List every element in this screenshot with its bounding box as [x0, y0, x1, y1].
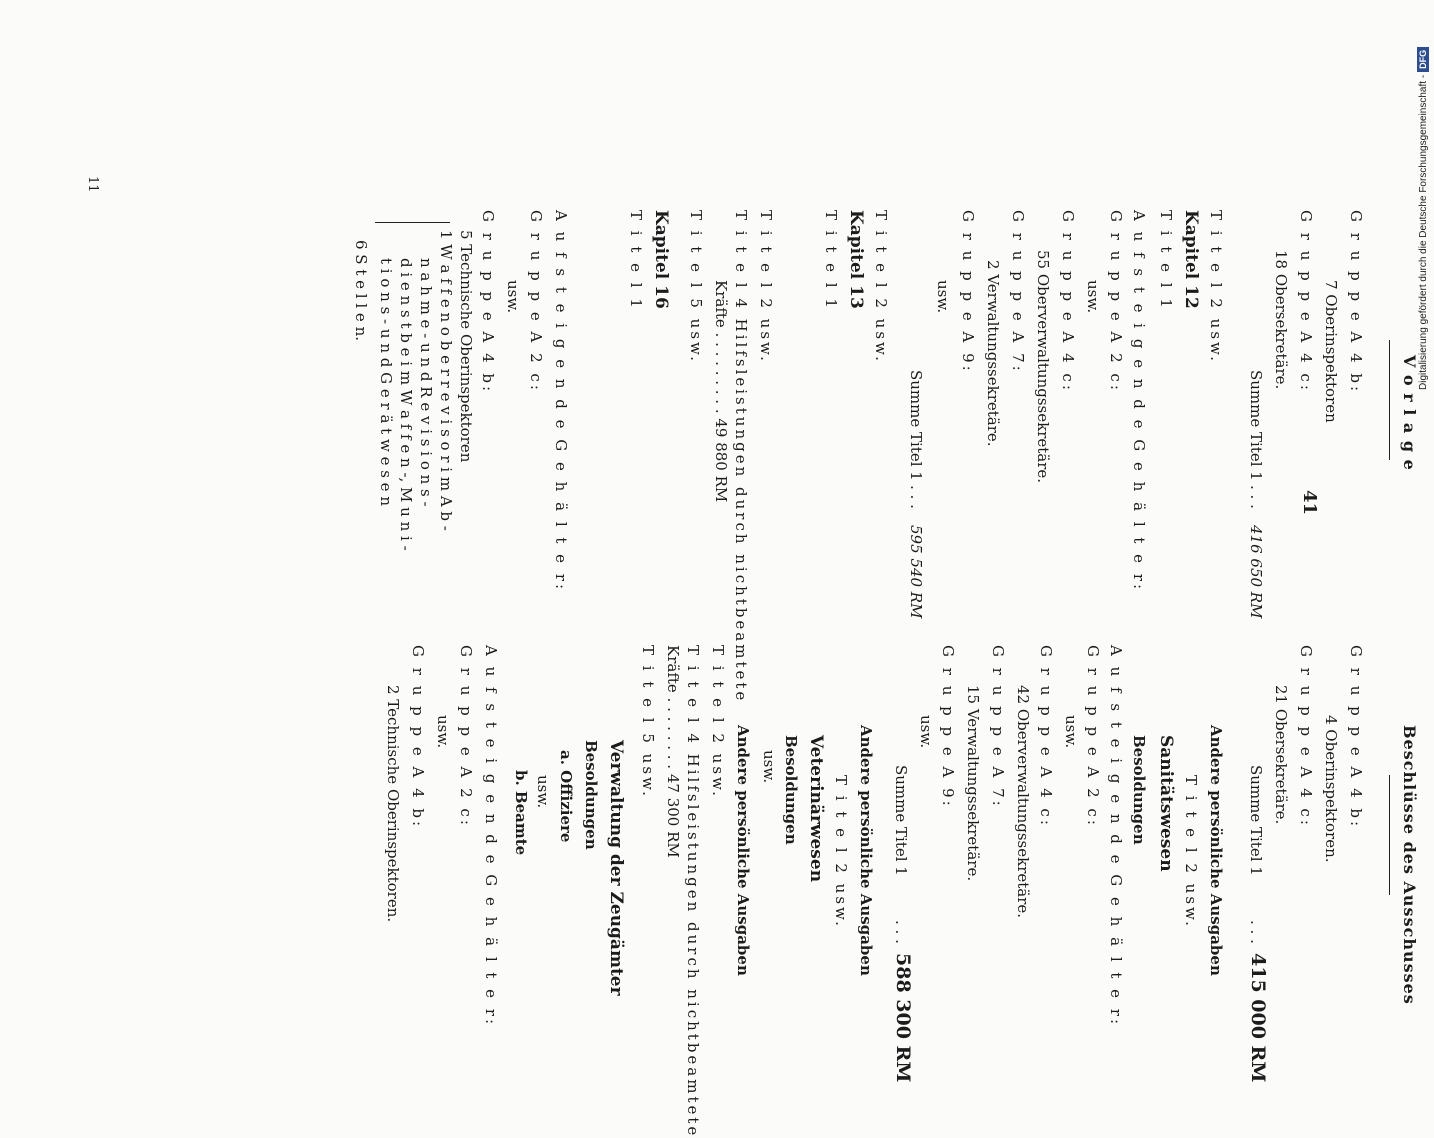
sum-amount: 416 650 RM [1247, 525, 1265, 619]
text-line: T i t e l 5 usw. [687, 210, 705, 364]
text-line: T i t e l 2 usw. [832, 775, 850, 929]
section-heading: Sanitätswesen [1156, 735, 1176, 872]
section-heading: Andere persönliche Ausgaben [1207, 725, 1225, 976]
text-line: G r u p p e A 7: [989, 645, 1007, 809]
text-line: 21 Obersekretäre. [1272, 685, 1290, 825]
text-line: 7 Oberinspektoren [1322, 280, 1340, 423]
text-line: G r u p p e A 7: [1009, 210, 1027, 374]
text-line: T i t e l 1 [822, 210, 840, 311]
page-number: 41 [1299, 490, 1320, 516]
text-line: usw. [917, 715, 935, 749]
sum-amount: 595 540 RM [907, 525, 925, 619]
sum-amount: 588 300 RM [892, 953, 914, 1083]
text-line: G r u p p e A 4 b: [1347, 645, 1365, 830]
bracket-rule [375, 222, 450, 223]
text-line: Kräfte . . . . . . . . 47 300 RM [664, 645, 682, 858]
text-line: G r u p p e A 2 c: [1107, 210, 1125, 393]
text-line: G r u p p e A 4 c: [1297, 210, 1315, 393]
text-line: G r u p p e A 2 c: [457, 645, 475, 828]
section-heading: Besoldungen [582, 740, 600, 850]
text-line: usw. [1062, 715, 1080, 749]
chapter-heading: Kapitel 16 [651, 210, 671, 309]
text-line: Kräfte . . . . . . . . . 49 880 RM [712, 280, 730, 503]
dfg-logo: DFG [1417, 47, 1429, 72]
heading-rule [1389, 775, 1390, 895]
text-line: T i t e l 4 Hilfsleistungen durch nichtbeamtete [732, 210, 750, 704]
text-line: . . . [1247, 485, 1265, 509]
text-line: T i t e l 2 usw. [709, 645, 727, 799]
column-vorlage [110, 140, 1419, 704]
text-line: G r u p p e A 4 b: [1347, 210, 1365, 395]
text-line: T i t e l 2 usw. [1182, 775, 1200, 929]
section-heading: Besoldungen [1130, 735, 1148, 845]
text-line: G r u p p e A 9: [959, 210, 977, 374]
text-line: 15 Verwaltungssekretäre. [964, 685, 982, 882]
text-line: 4 Oberinspektoren. [1322, 715, 1340, 863]
text-line: A u f s t e i g e n d e G e h ä l t e r: [1107, 645, 1125, 1028]
text-line: t i o n s - u n d G e r ä t w e s e n [377, 258, 395, 506]
credit-text: Digitalisierung gefördert durch die Deutsche Forschungsgemeinschaft - [1417, 74, 1429, 390]
text-line: T i t e l 1 [1157, 210, 1175, 311]
text-line: 2 Verwaltungssekretäre. [984, 260, 1002, 447]
text-line: T i t e l 5 usw. [639, 645, 657, 799]
text-line: usw. [760, 750, 778, 784]
text-line: 55 Oberverwaltungssekretäre. [1034, 250, 1052, 484]
text-line: 42 Oberverwaltungssekretäre. [1014, 685, 1032, 919]
text-line: G r u p p e A 9: [939, 645, 957, 809]
text-line: A u f s t e i g e n d e G e h ä l t e r: [482, 645, 500, 1028]
text-line: G r u p p e A 4 c: [1059, 210, 1077, 393]
column-heading: V o r l a g e [1400, 355, 1419, 471]
text-line: b. Beamte [512, 770, 530, 856]
text-line: T i t e l 1 [627, 210, 645, 311]
text-line: . . . [907, 485, 925, 509]
text-line: Summe Titel 1 [1247, 765, 1265, 876]
text-line: usw. [934, 280, 952, 314]
text-line: 18 Obersekretäre. [1272, 250, 1290, 390]
text-line: 5 Technische Oberinspektoren [457, 230, 475, 463]
section-heading: Veterinärwesen [806, 735, 826, 883]
section-heading: Andere persönliche Ausgaben [857, 725, 875, 976]
text-line: 6 S t e l l e n. [352, 240, 370, 342]
text-line: n a h m e - u n d R e v i s i o n s - [417, 258, 435, 507]
text-line: Summe Titel 1 [907, 370, 925, 481]
digitization-credit [1417, 47, 1429, 390]
text-line: G r u p p e A 4 c: [1037, 645, 1055, 828]
column-beschluesse [110, 575, 1419, 1138]
text-line: . . . [1247, 920, 1265, 944]
folio-number: 11 [85, 176, 100, 193]
text-line: G r u p p e A 4 b: [409, 645, 427, 830]
text-line: 2 Technische Oberinspektoren. [384, 685, 402, 923]
chapter-heading: Kapitel 13 [846, 210, 866, 309]
text-line: Summe Titel 1 [1247, 370, 1265, 481]
text-line: usw. [534, 775, 552, 809]
text-line: . . . [892, 920, 910, 944]
section-heading: Besoldungen [782, 735, 800, 845]
text-line: T i t e l 2 usw. [872, 210, 890, 364]
chapter-heading: Kapitel 12 [1181, 210, 1201, 309]
section-heading: Andere persönliche Ausgaben [734, 725, 752, 976]
text-line: G r u p p e A 4 b: [479, 210, 497, 395]
text-line: usw. [434, 715, 452, 749]
text-line: 1 W a f f e n o b e r r e v i s o r i m A b - [437, 230, 455, 531]
rotated-page-scan [40, 0, 1419, 1138]
text-line: a. Offiziere [557, 750, 575, 843]
text-line: G r u p p e A 2 c: [527, 210, 545, 393]
text-line: usw. [504, 280, 522, 314]
text-line: T i t e l 4 Hilfsleistungen durch nichtbeamtete [684, 645, 702, 1138]
heading-rule [1389, 340, 1390, 460]
text-line: T i t e l 2 usw. [757, 210, 775, 364]
text-line: A u f s t e i g e n d e G e h ä l t e r: [552, 210, 570, 593]
column-heading: Beschlüsse des Ausschusses [1400, 725, 1419, 1005]
text-line: G r u p p e A 2 c: [1084, 645, 1102, 828]
text-line: Summe Titel 1 [892, 765, 910, 876]
text-line: usw. [1084, 280, 1102, 314]
text-line: G r u p p e A 4 c: [1297, 645, 1315, 828]
sum-amount: 415 000 RM [1247, 953, 1269, 1083]
text-line: A u f s t e i g e n d e G e h ä l t e r: [1130, 210, 1148, 593]
text-line: d i e n s t b e i m W a f f e n -, M u n i - [397, 258, 415, 551]
text-line: T i t e l 2 usw. [1207, 210, 1225, 364]
section-heading: Verwaltung der Zeugämter [606, 740, 626, 996]
